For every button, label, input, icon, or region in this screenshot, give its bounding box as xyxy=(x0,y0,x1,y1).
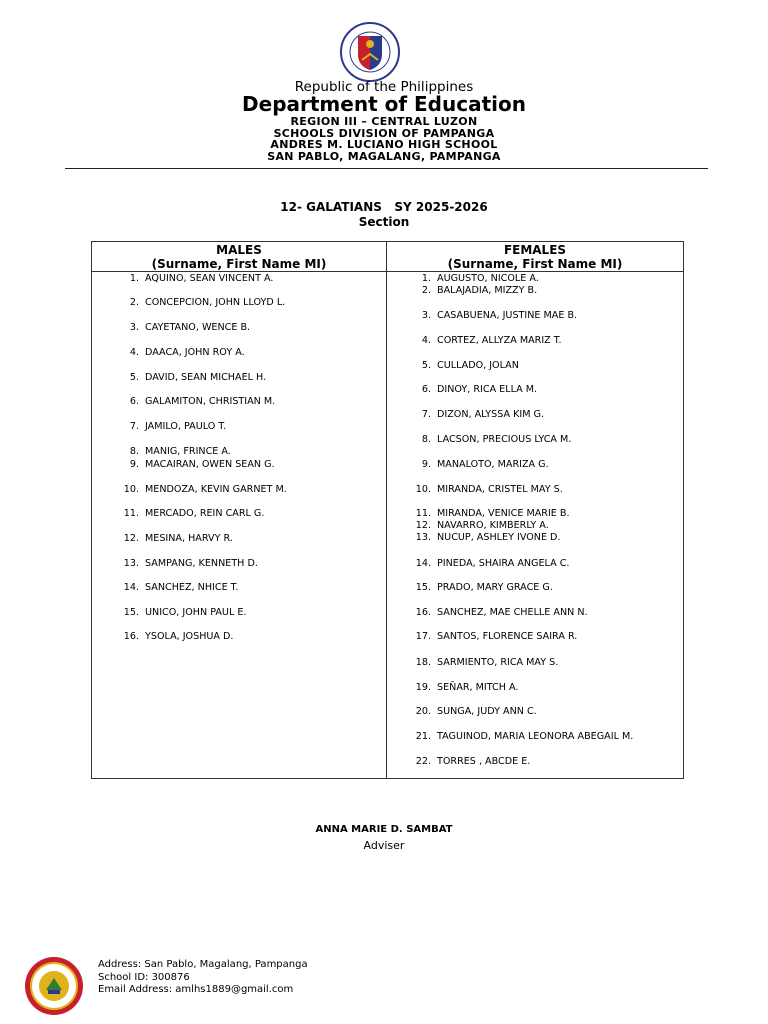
list-item xyxy=(415,484,563,495)
list-item xyxy=(421,310,578,321)
list-item xyxy=(421,360,519,371)
list-item-name: AUGUSTO, NICOLE A. xyxy=(437,273,539,284)
list-item-name: AQUINO, SEAN VINCENT A. xyxy=(145,273,274,284)
list-item-name: GALAMITON, CHRISTIAN M. xyxy=(145,396,276,407)
list-item xyxy=(421,384,538,395)
males-column-header xyxy=(92,243,386,271)
list-item-name: MACAIRAN, OWEN SEAN G. xyxy=(145,459,275,470)
roster-table xyxy=(91,241,684,779)
list-item-name: CULLADO, JOLAN xyxy=(437,360,519,371)
list-item-number: 5. xyxy=(421,360,431,371)
list-item xyxy=(415,532,561,543)
list-item-number: 13. xyxy=(415,532,431,543)
list-item-number: 14. xyxy=(123,582,139,593)
list-item xyxy=(421,285,538,296)
list-item xyxy=(129,421,227,432)
list-item-name: PINEDA, SHAIRA ANGELA C. xyxy=(437,558,570,569)
list-item xyxy=(123,607,247,618)
list-item-name: MANALOTO, MARIZA G. xyxy=(437,459,549,470)
list-item-name: NAVARRO, KIMBERLY A. xyxy=(437,520,549,531)
list-item-number: 7. xyxy=(421,409,431,420)
republic-heading: Republic of the Philippines xyxy=(294,79,474,95)
list-item-number: 3. xyxy=(421,310,431,321)
list-item xyxy=(415,607,588,618)
list-item-number: 19. xyxy=(415,682,431,693)
list-item-number: 4. xyxy=(421,335,431,346)
list-item-number: 16. xyxy=(123,631,139,642)
list-item-number: 8. xyxy=(421,434,431,445)
list-item-name: MERCADO, REIN CARL G. xyxy=(145,508,265,519)
list-item-name: MESINA, HARVY R. xyxy=(145,533,233,544)
adviser-role: Adviser xyxy=(363,839,405,852)
list-item-name: UNICO, JOHN PAUL E. xyxy=(145,607,247,618)
list-item-number: 7. xyxy=(129,421,139,432)
list-item xyxy=(415,706,537,717)
list-item xyxy=(421,409,545,420)
school-seal-logo xyxy=(24,956,84,1016)
list-item-number: 13. xyxy=(123,558,139,569)
deped-seal-logo xyxy=(329,22,411,82)
list-item xyxy=(415,520,549,531)
list-item xyxy=(129,273,274,284)
list-item-number: 6. xyxy=(421,384,431,395)
list-item-name: MENDOZA, KEVIN GARNET M. xyxy=(145,484,287,495)
list-item xyxy=(123,484,287,495)
list-item-name: SAMPANG, KENNETH D. xyxy=(145,558,258,569)
list-item-number: 15. xyxy=(415,582,431,593)
list-item-name: LACSON, PRECIOUS LYCA M. xyxy=(437,434,572,445)
footer-school-id: School ID: 300876 xyxy=(98,972,190,983)
list-item-name: SANCHEZ, MAE CHELLE ANN N. xyxy=(437,607,588,618)
list-item-number: 21. xyxy=(415,731,431,742)
list-item-number: 10. xyxy=(415,484,431,495)
list-item-name: NUCUP, ASHLEY IVONE D. xyxy=(437,532,561,543)
list-item-number: 1. xyxy=(421,273,431,284)
school-line: ANDRES M. LUCIANO HIGH SCHOOL xyxy=(270,138,498,151)
females-column-header xyxy=(387,243,683,271)
list-item xyxy=(415,731,634,742)
list-item xyxy=(129,396,276,407)
list-item xyxy=(129,446,231,457)
list-item-name: TAGUINOD, MARIA LEONORA ABEGAIL M. xyxy=(437,731,634,742)
list-item-name: JAMILO, PAULO T. xyxy=(145,421,227,432)
list-item-number: 14. xyxy=(415,558,431,569)
location-line: SAN PABLO, MAGALANG, PAMPANGA xyxy=(267,150,501,163)
list-item-number: 16. xyxy=(415,607,431,618)
region-line: REGION III – CENTRAL LUZON xyxy=(290,115,478,128)
list-item xyxy=(123,631,234,642)
list-item-name: MANIG, FRINCE A. xyxy=(145,446,231,457)
list-item xyxy=(123,582,239,593)
list-item xyxy=(129,372,267,383)
males-subheader: (Surname, First Name MI) xyxy=(151,257,327,271)
list-item xyxy=(129,322,251,333)
list-item-name: PRADO, MARY GRACE G. xyxy=(437,582,553,593)
list-item xyxy=(415,756,531,767)
list-item-number: 12. xyxy=(415,520,431,531)
list-item-name: CASABUENA, JUSTINE MAE B. xyxy=(437,310,578,321)
list-item-number: 2. xyxy=(421,285,431,296)
list-item-name: CAYETANO, WENCE B. xyxy=(145,322,251,333)
list-item xyxy=(129,459,275,470)
list-item-number: 1. xyxy=(129,273,139,284)
list-item-number: 22. xyxy=(415,756,431,767)
list-item-number: 15. xyxy=(123,607,139,618)
list-item xyxy=(421,273,539,284)
list-item xyxy=(415,508,570,519)
list-item xyxy=(415,558,570,569)
footer-address: Address: San Pablo, Magalang, Pampanga xyxy=(98,959,308,970)
list-item xyxy=(415,657,559,668)
list-item-number: 11. xyxy=(123,508,139,519)
list-item-number: 3. xyxy=(129,322,139,333)
list-item-number: 10. xyxy=(123,484,139,495)
list-item-name: DINOY, RICA ELLA M. xyxy=(437,384,538,395)
division-line: SCHOOLS DIVISION OF PAMPANGA xyxy=(273,127,495,140)
list-item-number: 9. xyxy=(129,459,139,470)
list-item xyxy=(129,347,245,358)
list-item xyxy=(421,335,562,346)
list-item-name: MIRANDA, CRISTEL MAY S. xyxy=(437,484,563,495)
list-item xyxy=(421,459,549,470)
footer-email: Email Address: amlhs1889@gmail.com xyxy=(98,984,294,995)
list-item-name: SANCHEZ, NHICE T. xyxy=(145,582,239,593)
list-item xyxy=(123,533,233,544)
list-item xyxy=(123,508,265,519)
list-item-name: SEÑAR, MITCH A. xyxy=(437,682,519,693)
list-item-name: DIZON, ALYSSA KIM G. xyxy=(437,409,545,420)
list-item xyxy=(415,682,519,693)
list-item-number: 17. xyxy=(415,631,431,642)
department-heading: Department of Education xyxy=(242,92,526,116)
list-item-name: CORTEZ, ALLYZA MARIZ T. xyxy=(437,335,562,346)
section-subtitle: Section xyxy=(358,215,410,229)
list-item-number: 8. xyxy=(129,446,139,457)
list-item-number: 20. xyxy=(415,706,431,717)
list-item-name: SUNGA, JUDY ANN C. xyxy=(437,706,537,717)
males-header: MALES xyxy=(216,243,262,257)
list-item xyxy=(421,434,572,445)
list-item-name: BALAJADIA, MIZZY B. xyxy=(437,285,538,296)
list-item-number: 9. xyxy=(421,459,431,470)
list-item-name: TORRES , ABCDE E. xyxy=(437,756,531,767)
list-item-number: 12. xyxy=(123,533,139,544)
section-title: 12- GALATIANS SY 2025-2026 xyxy=(280,200,488,214)
list-item-number: 2. xyxy=(129,297,139,308)
females-subheader: (Surname, First Name MI) xyxy=(447,257,623,271)
list-item-name: CONCEPCION, JOHN LLOYD L. xyxy=(145,297,286,308)
females-header: FEMALES xyxy=(503,243,567,257)
list-item-name: MIRANDA, VENICE MARIE B. xyxy=(437,508,570,519)
list-item-number: 6. xyxy=(129,396,139,407)
list-item-number: 11. xyxy=(415,508,431,519)
list-item-name: DAVID, SEAN MICHAEL H. xyxy=(145,372,267,383)
list-item xyxy=(415,582,553,593)
list-item xyxy=(415,631,578,642)
list-item-number: 4. xyxy=(129,347,139,358)
list-item xyxy=(123,558,258,569)
list-item-name: SARMIENTO, RICA MAY S. xyxy=(437,657,559,668)
column-divider xyxy=(386,242,387,778)
header-row-divider xyxy=(92,271,683,272)
list-item xyxy=(129,297,286,308)
adviser-name: ANNA MARIE D. SAMBAT xyxy=(315,824,453,835)
list-item-name: DAACA, JOHN ROY A. xyxy=(145,347,245,358)
header-divider xyxy=(65,168,708,169)
list-item-number: 18. xyxy=(415,657,431,668)
list-item-number: 5. xyxy=(129,372,139,383)
list-item-name: YSOLA, JOSHUA D. xyxy=(145,631,234,642)
list-item-name: SANTOS, FLORENCE SAIRA R. xyxy=(437,631,578,642)
